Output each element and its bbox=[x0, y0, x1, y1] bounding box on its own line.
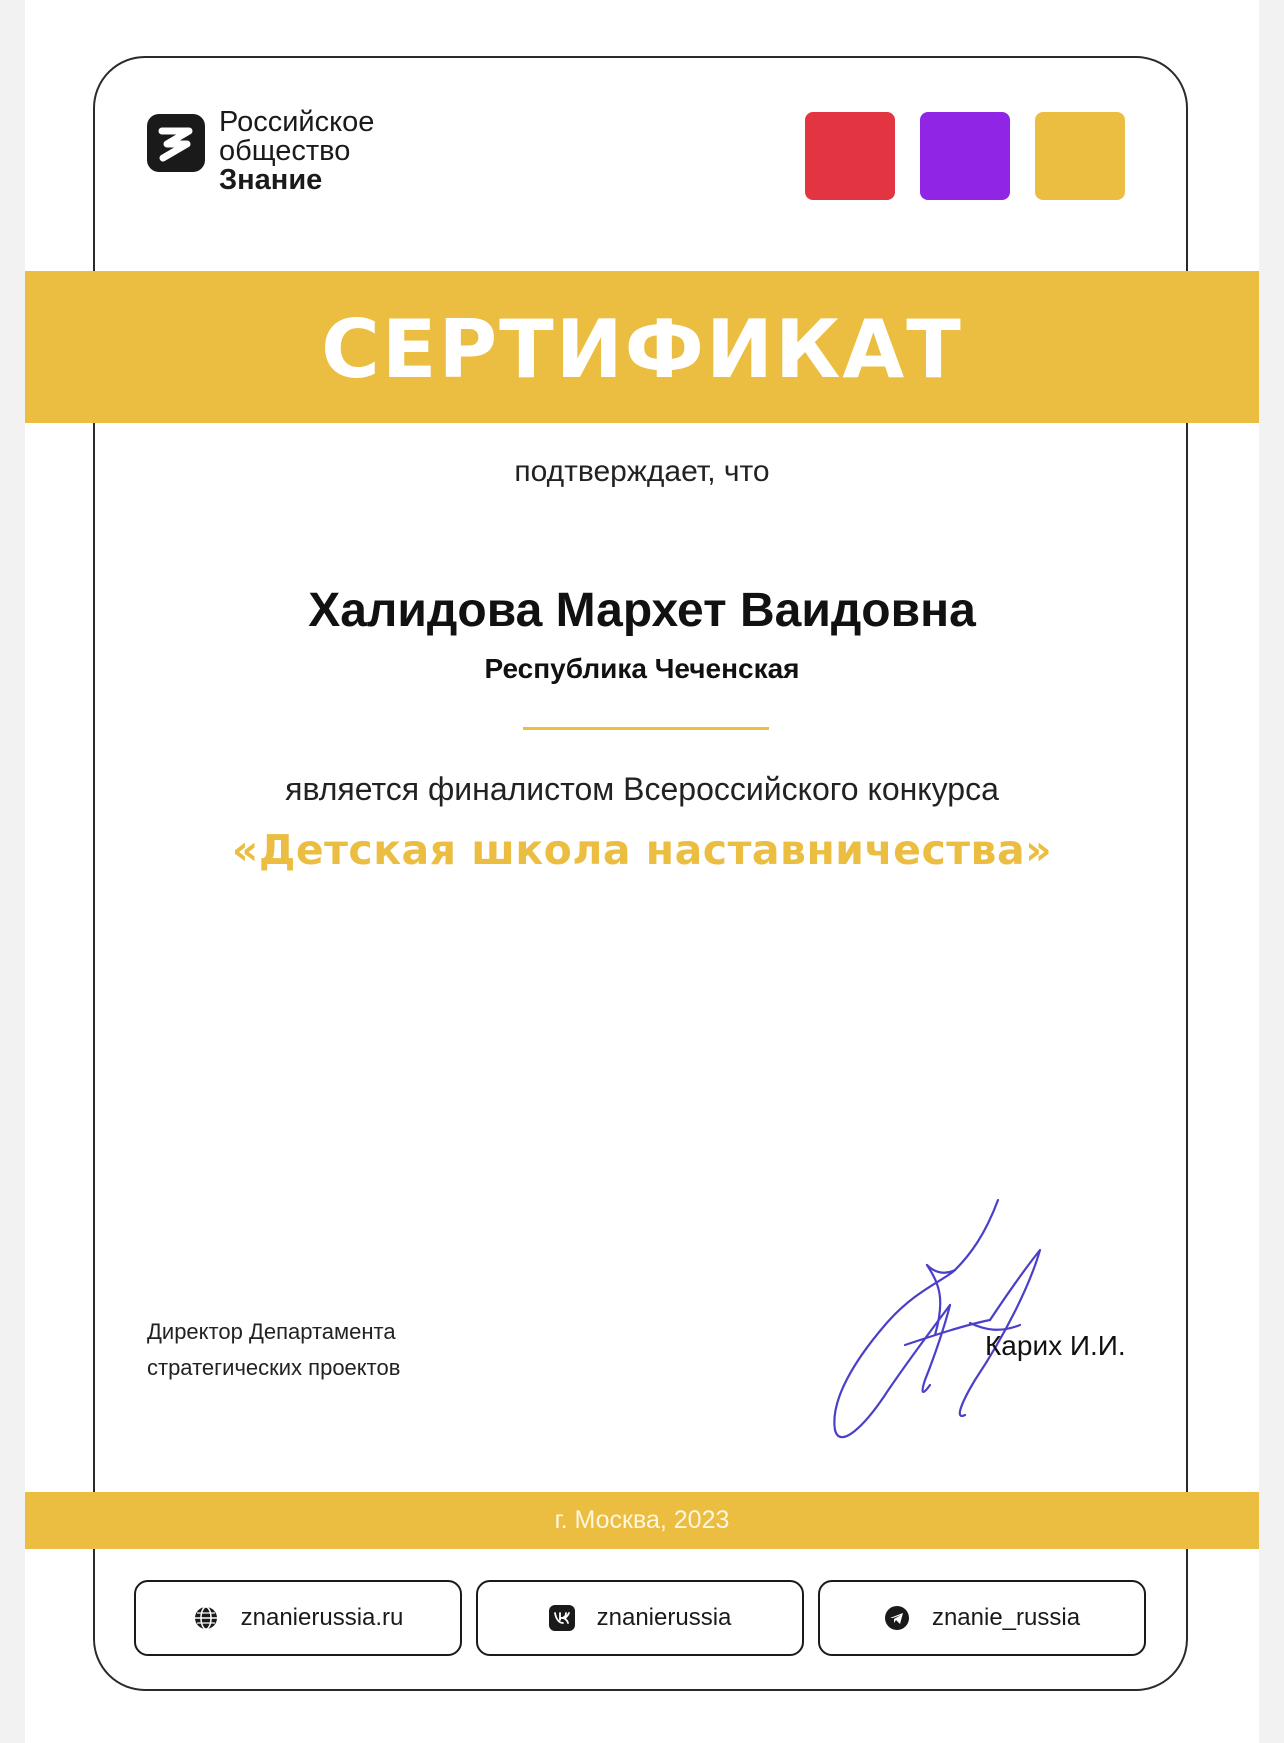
footer-band bbox=[25, 1492, 1259, 1549]
certificate-title: СЕРТИФИКАТ bbox=[321, 302, 963, 396]
logo-line-3: Знание bbox=[219, 164, 323, 196]
yellow-square bbox=[1035, 112, 1125, 200]
position-line-1: Директор Департамента bbox=[147, 1319, 396, 1344]
vk-link[interactable] bbox=[476, 1580, 804, 1656]
purple-square bbox=[920, 112, 1010, 200]
social-links bbox=[134, 1580, 1146, 1656]
logo-line-2: общество bbox=[219, 135, 351, 167]
telegram-icon bbox=[884, 1605, 910, 1631]
red-square bbox=[805, 112, 895, 200]
website-link-label: znanierussia.ru bbox=[240, 1604, 404, 1631]
logo bbox=[147, 108, 374, 195]
confirms-text: подтверждает, что bbox=[514, 455, 770, 488]
znanie-logo-icon bbox=[147, 114, 205, 172]
recipient-name: Халидова Мархет Ваидовна bbox=[308, 584, 976, 637]
city-year: г. Москва, 2023 bbox=[554, 1506, 730, 1534]
recipient-region: Республика Чеченская bbox=[484, 653, 800, 684]
telegram-link-label: znanie_russia bbox=[931, 1604, 1081, 1631]
title-band bbox=[25, 271, 1259, 423]
certificate-page bbox=[25, 0, 1259, 1743]
divider-line bbox=[523, 727, 769, 730]
contest-name: «Детская школа наставничества» bbox=[231, 826, 1053, 874]
vk-icon bbox=[549, 1605, 575, 1631]
finalist-text: является финалистом Всероссийского конкурса bbox=[285, 771, 999, 807]
signer-position bbox=[147, 1314, 400, 1386]
signer-name: Карих И.И. bbox=[985, 1330, 1126, 1361]
globe-icon bbox=[193, 1605, 219, 1631]
vk-link-label: znanierussia bbox=[596, 1604, 732, 1631]
brand-squares bbox=[805, 112, 1125, 200]
logo-text bbox=[219, 108, 374, 195]
telegram-link[interactable] bbox=[818, 1580, 1146, 1656]
website-link[interactable] bbox=[134, 1580, 462, 1656]
handwritten-signature bbox=[795, 1195, 1095, 1450]
position-line-2: стратегических проектов bbox=[147, 1355, 401, 1380]
logo-line-1: Российское bbox=[219, 106, 375, 138]
